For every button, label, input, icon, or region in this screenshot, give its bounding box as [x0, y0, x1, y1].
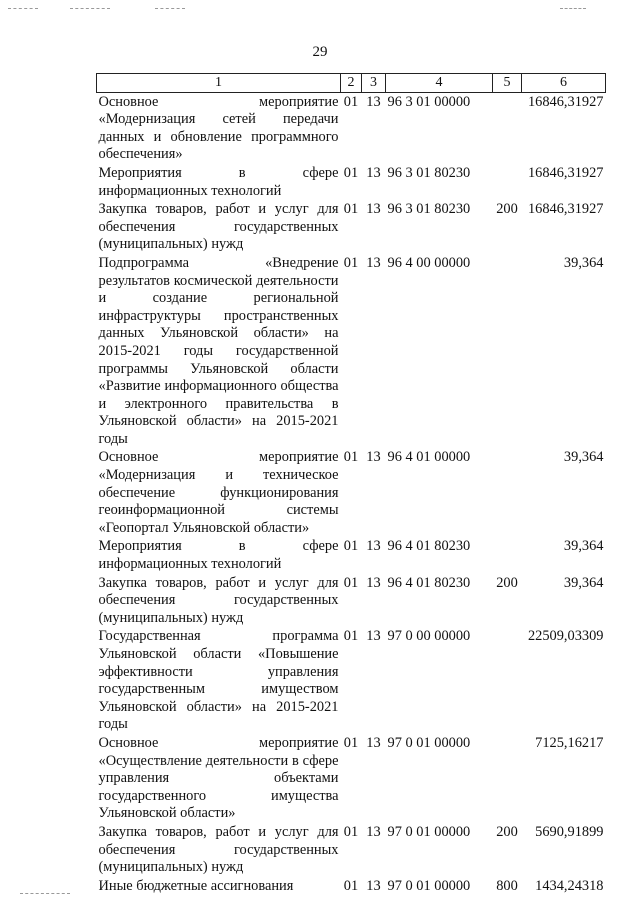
row-sum: 16846,31927 [527, 164, 604, 181]
row-rz: 01 [343, 254, 359, 271]
row-rz: 01 [343, 574, 359, 591]
row-name: Мероприятия в сфере информационных технологий [98, 164, 339, 199]
row-vr [493, 92, 522, 164]
row-pr: 13 [366, 628, 381, 645]
budget-table [96, 73, 606, 895]
row-rz: 01 [343, 93, 359, 110]
row-csr: 96 3 01 80230 [387, 164, 471, 181]
table-header-row [97, 74, 606, 93]
row-vr [493, 734, 522, 823]
row-csr: 96 4 01 00000 [387, 449, 471, 466]
row-sum: 1434,24318 [535, 877, 604, 894]
table-row [97, 537, 606, 573]
row-sum: 5690,91899 [535, 823, 604, 840]
row-name: Основное мероприятие «Модернизация сетей передачи данных и обновление программного обеспечения» [98, 93, 339, 163]
row-pr: 13 [366, 449, 381, 466]
page-number: 29 [312, 44, 328, 60]
row-pr: 13 [366, 254, 381, 271]
col-header-name: 1 [97, 74, 341, 93]
table-row [97, 254, 606, 449]
scan-edge-mark [155, 8, 185, 9]
row-csr: 97 0 01 00000 [387, 734, 471, 751]
col-header-csr: 4 [386, 74, 493, 93]
row-pr: 13 [366, 877, 381, 894]
row-csr: 97 0 00 00000 [387, 628, 471, 645]
table-row [97, 823, 606, 877]
row-pr: 13 [366, 538, 381, 555]
row-vr: 200 [496, 201, 518, 218]
row-csr: 97 0 01 00000 [387, 877, 471, 894]
col-header-rz: 2 [341, 74, 362, 93]
row-rz: 01 [343, 823, 359, 840]
row-rz: 01 [343, 877, 359, 894]
row-rz: 01 [343, 164, 359, 181]
row-pr: 13 [366, 823, 381, 840]
row-sum: 39,364 [563, 538, 604, 555]
row-csr: 96 4 01 80230 [387, 574, 471, 591]
row-vr: 200 [496, 823, 518, 840]
table-row [97, 734, 606, 823]
row-pr: 13 [366, 734, 381, 751]
row-pr: 13 [366, 93, 381, 110]
row-sum: 16846,31927 [527, 201, 604, 218]
row-csr: 97 0 01 00000 [387, 823, 471, 840]
row-pr: 13 [366, 201, 381, 218]
table-row [97, 877, 606, 896]
row-name: Подпрограмма «Внедрение результатов космической деятельности и создание региональной инфраструктуры пространственных данных Ульяновской области» на 2015-2021 годы государственной программы Ульяновской области «Развитие информационного общества и электронного правительства в Ульяновской области» на 2015-2021 годы [98, 254, 339, 447]
row-csr: 96 3 01 00000 [387, 93, 471, 110]
row-sum: 39,364 [563, 574, 604, 591]
row-sum: 16846,31927 [527, 93, 604, 110]
table-row [97, 164, 606, 200]
row-sum: 39,364 [563, 449, 604, 466]
row-name: Мероприятия в сфере информационных технологий [98, 538, 339, 573]
row-sum: 39,364 [563, 254, 604, 271]
row-rz: 01 [343, 538, 359, 555]
row-vr [493, 164, 522, 200]
row-name: Закупка товаров, работ и услуг для обеспечения государственных (муниципальных) нужд [98, 823, 339, 876]
row-csr: 96 3 01 80230 [387, 201, 471, 218]
row-name: Закупка товаров, работ и услуг для обеспечения государственных (муниципальных) нужд [98, 201, 339, 253]
row-rz: 01 [343, 449, 359, 466]
row-name: Основное мероприятие «Осуществление деятельности в сфере управления объектами государственного имущества Ульяновской области» [98, 734, 339, 822]
scan-edge-mark [8, 8, 38, 9]
row-pr: 13 [366, 164, 381, 181]
row-name: Закупка товаров, работ и услуг для обеспечения государственных (муниципальных) нужд [98, 574, 339, 626]
table-row [97, 574, 606, 628]
scan-edge-mark [20, 893, 70, 894]
col-header-sum: 6 [522, 74, 606, 93]
row-vr [493, 537, 522, 573]
table-row [97, 448, 606, 537]
row-vr [493, 627, 522, 734]
row-name: Иные бюджетные ассигнования [98, 877, 294, 894]
row-vr [493, 254, 522, 449]
row-rz: 01 [343, 628, 359, 645]
scan-edge-mark [560, 8, 586, 9]
col-header-vr: 5 [493, 74, 522, 93]
scan-edge-mark [70, 8, 110, 9]
row-name: Государственная программа Ульяновской области «Повышение эффективности управления государственным имуществом Ульяновской области» на 2015-2021 годы [98, 628, 339, 733]
row-vr [493, 448, 522, 537]
row-sum: 7125,16217 [535, 734, 604, 751]
table-row [97, 92, 606, 164]
row-pr: 13 [366, 574, 381, 591]
table-row [97, 627, 606, 734]
row-rz: 01 [343, 734, 359, 751]
row-vr: 200 [496, 574, 518, 591]
row-csr: 96 4 00 00000 [387, 254, 471, 271]
row-rz: 01 [343, 201, 359, 218]
col-header-pr: 3 [362, 74, 386, 93]
row-sum: 22509,03309 [527, 628, 604, 645]
table-row [97, 200, 606, 254]
row-name: Основное мероприятие «Модернизация и техническое обеспечение функционирования геоинформационной системы «Геопортал Ульяновской области» [98, 449, 339, 536]
row-csr: 96 4 01 80230 [387, 538, 471, 555]
row-vr: 800 [496, 877, 518, 894]
